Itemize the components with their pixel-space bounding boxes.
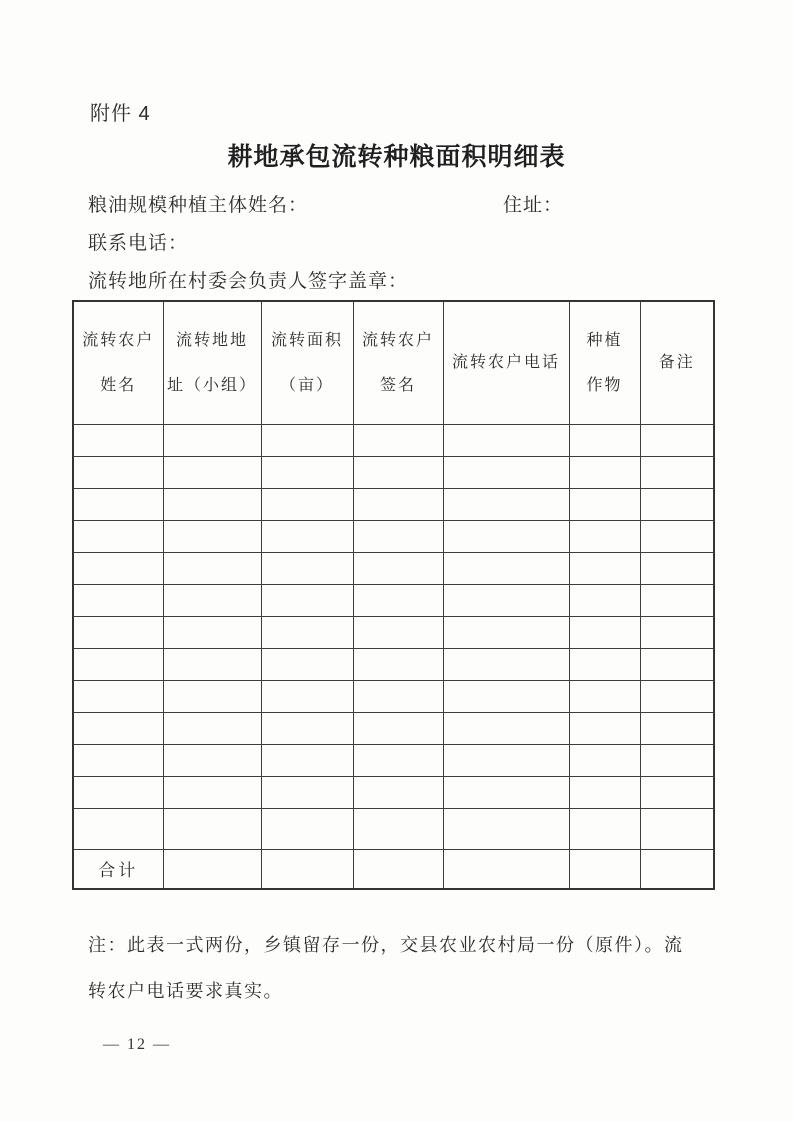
- table-row-12: [73, 776, 714, 808]
- table-cell: [443, 776, 569, 808]
- table-cell: [261, 712, 353, 744]
- table-cell: [261, 424, 353, 456]
- page-number: — 12 —: [103, 1036, 171, 1053]
- table-cell: [353, 680, 443, 712]
- table-cell: [569, 648, 640, 680]
- total-label-cell: 合计: [73, 849, 163, 889]
- table-cell: [73, 584, 163, 616]
- document-title: 耕地承包流转种粮面积明细表: [227, 144, 566, 171]
- field-phone-label: 联系电话：: [88, 233, 189, 254]
- table-cell: [569, 680, 640, 712]
- footnote-line-2: 转农户电话要求真实。: [88, 981, 283, 1001]
- table-row-5: [73, 552, 714, 584]
- table-cell: [73, 744, 163, 776]
- field-village-sign-label: 流转地所在村委会负责人签字盖章：: [88, 271, 409, 292]
- table-cell: [569, 552, 640, 584]
- table-cell: [353, 456, 443, 488]
- attachment-label: 附件 4: [90, 103, 151, 125]
- table-cell: [261, 849, 353, 889]
- table-cell: [163, 552, 261, 584]
- table-cell: [640, 584, 714, 616]
- table-cell: [569, 520, 640, 552]
- table-cell: [443, 808, 569, 849]
- table-cell: [640, 616, 714, 648]
- field-name-label: 粮油规模种植主体姓名：: [88, 195, 309, 216]
- table-cell: [261, 456, 353, 488]
- table-cell: [443, 616, 569, 648]
- table-cell: [443, 680, 569, 712]
- table-cell: [569, 584, 640, 616]
- table-row-1: [73, 424, 714, 456]
- column-header-5: 流转农户电话: [443, 301, 569, 424]
- table-cell: [640, 712, 714, 744]
- footnote-line-1: 注：此表一式两份，乡镇留存一份，交县农业农村局一份（原件）。流: [88, 935, 684, 955]
- table-cell: [353, 488, 443, 520]
- table-cell: [640, 552, 714, 584]
- table-cell: [163, 616, 261, 648]
- table-cell: [261, 808, 353, 849]
- table-cell: [163, 520, 261, 552]
- table-cell: [443, 488, 569, 520]
- table-cell: [353, 712, 443, 744]
- table-cell: [640, 648, 714, 680]
- table-row-4: [73, 520, 714, 552]
- table-cell: [163, 744, 261, 776]
- table-cell: [261, 744, 353, 776]
- table-cell: [443, 849, 569, 889]
- table-cell: [640, 808, 714, 849]
- table-cell: [163, 584, 261, 616]
- table-cell: [261, 552, 353, 584]
- table-cell: [163, 808, 261, 849]
- table-cell: [443, 744, 569, 776]
- table-cell: [640, 488, 714, 520]
- table-cell: [569, 424, 640, 456]
- land-transfer-detail-table: [72, 300, 715, 890]
- table-row-8: [73, 648, 714, 680]
- table-cell: [353, 849, 443, 889]
- table-cell: [640, 520, 714, 552]
- table-cell: [73, 648, 163, 680]
- table-cell: [163, 680, 261, 712]
- column-header-1: 流转农户 姓名: [73, 301, 163, 424]
- table-cell: [443, 424, 569, 456]
- table-cell: [163, 776, 261, 808]
- field-line-name-address: [88, 190, 728, 217]
- table-cell: [73, 424, 163, 456]
- table-row-7: [73, 616, 714, 648]
- table-cell: [443, 584, 569, 616]
- table-cell: [73, 488, 163, 520]
- table-cell: [73, 776, 163, 808]
- table-cell: [261, 488, 353, 520]
- column-header-4: 流转农户 签名: [353, 301, 443, 424]
- table-cell: [569, 849, 640, 889]
- table-cell: [569, 744, 640, 776]
- table-cell: [73, 680, 163, 712]
- table-cell: [640, 456, 714, 488]
- table-cell: [569, 616, 640, 648]
- table-cell: [261, 648, 353, 680]
- table-cell: [261, 616, 353, 648]
- table-cell: [569, 808, 640, 849]
- table-cell: [73, 616, 163, 648]
- table-cell: [261, 520, 353, 552]
- table-cell: [640, 776, 714, 808]
- table-cell: [443, 648, 569, 680]
- table-cell: [353, 520, 443, 552]
- table-cell: [443, 712, 569, 744]
- table-cell: [163, 849, 261, 889]
- table-cell: [261, 776, 353, 808]
- table-cell: [353, 424, 443, 456]
- table-row-3: [73, 488, 714, 520]
- table-cell: [640, 680, 714, 712]
- table-row-2: [73, 456, 714, 488]
- table-row-13: [73, 808, 714, 849]
- table-cell: [353, 776, 443, 808]
- table-cell: [569, 776, 640, 808]
- table-cell: [73, 456, 163, 488]
- table-header-row: [73, 301, 714, 424]
- table-row-6: [73, 584, 714, 616]
- table-cell: [261, 680, 353, 712]
- table-cell: [569, 488, 640, 520]
- table-cell: [443, 552, 569, 584]
- table-cell: [353, 744, 443, 776]
- table-cell: [640, 424, 714, 456]
- table-row-9: [73, 680, 714, 712]
- table-cell: [163, 648, 261, 680]
- table-row-10: [73, 712, 714, 744]
- total-row: [73, 849, 714, 889]
- table-cell: [353, 552, 443, 584]
- table-cell: [73, 712, 163, 744]
- table-row-11: [73, 744, 714, 776]
- table-cell: [73, 552, 163, 584]
- table-cell: [163, 424, 261, 456]
- table-cell: [353, 808, 443, 849]
- column-header-7: 备注: [640, 301, 714, 424]
- footnote: [88, 922, 718, 1014]
- column-header-3: 流转面积 （亩）: [261, 301, 353, 424]
- field-address-label: 住址：: [503, 195, 564, 216]
- table-cell: [353, 616, 443, 648]
- table-cell: [443, 520, 569, 552]
- table-cell: [640, 744, 714, 776]
- table-cell: [163, 712, 261, 744]
- table-cell: [353, 584, 443, 616]
- table-cell: [569, 712, 640, 744]
- table-cell: [73, 808, 163, 849]
- column-header-2: 流转地地 址（小组）: [163, 301, 261, 424]
- table-cell: [163, 488, 261, 520]
- table-cell: [163, 456, 261, 488]
- column-header-6: 种植 作物: [569, 301, 640, 424]
- table-cell: [353, 648, 443, 680]
- table-cell: [261, 584, 353, 616]
- table-cell: [640, 849, 714, 889]
- table-cell: [569, 456, 640, 488]
- table-cell: [443, 456, 569, 488]
- table-cell: [73, 520, 163, 552]
